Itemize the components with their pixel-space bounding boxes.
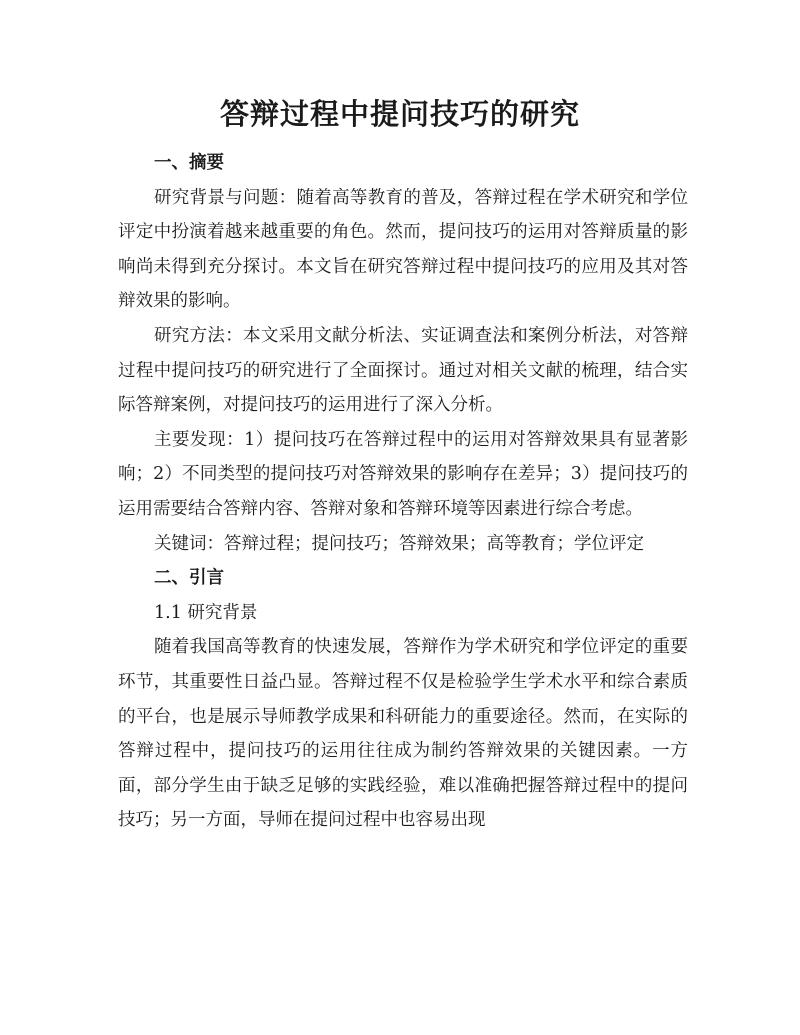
research-background-subheading: 1.1 研究背景	[154, 602, 258, 623]
document-title: 答辩过程中提问技巧的研究	[219, 97, 580, 131]
introduction-heading: 二、引言	[154, 568, 224, 589]
abstract-background-paragraph: 研究背景与问题：随着高等教育的普及，答辩过程在学术研究和学位评定中扮演着越来越重要的角色。然而，提问技巧的运用对答辩质量的影响尚未得到充分探讨。本文旨在研究答辩过程中提问技巧的应用及其对答辩效果的影响。	[118, 187, 688, 312]
document-body	[118, 146, 688, 838]
abstract-heading: 一、摘要	[154, 153, 224, 173]
abstract-findings-paragraph: 主要发现：1）提问技巧在答辩过程中的运用对答辩效果具有显著影响；2）不同类型的提问技巧对答辩效果的影响存在差异；3）提问技巧的运用需要结合答辩内容、答辩对象和答辩环境等因素进行综合考虑。	[118, 429, 688, 519]
keywords-line: 关键词：答辩过程；提问技巧；答辩效果；高等教育；学位评定	[154, 533, 644, 554]
abstract-methods-paragraph: 研究方法：本文采用文献分析法、实证调查法和案例分析法，对答辩过程中提问技巧的研究进行了全面探讨。通过对相关文献的梳理，结合实际答辩案例，对提问技巧的运用进行了深入分析。	[118, 325, 688, 416]
introduction-paragraph: 随着我国高等教育的快速发展，答辩作为学术研究和学位评定的重要环节，其重要性日益凸显。答辩过程不仅是检验学生学术水平和综合素质的平台，也是展示导师教学成果和科研能力的重要途径。然而，在实际的答辩过程中，提问技巧的运用往往成为制约答辩效果的关键因素。一方面，部分学生由于缺乏足够的实践经验，难以准确把握答辩过程中的提问技巧；另一方面，导师在提问过程中也容易出现	[118, 637, 688, 831]
